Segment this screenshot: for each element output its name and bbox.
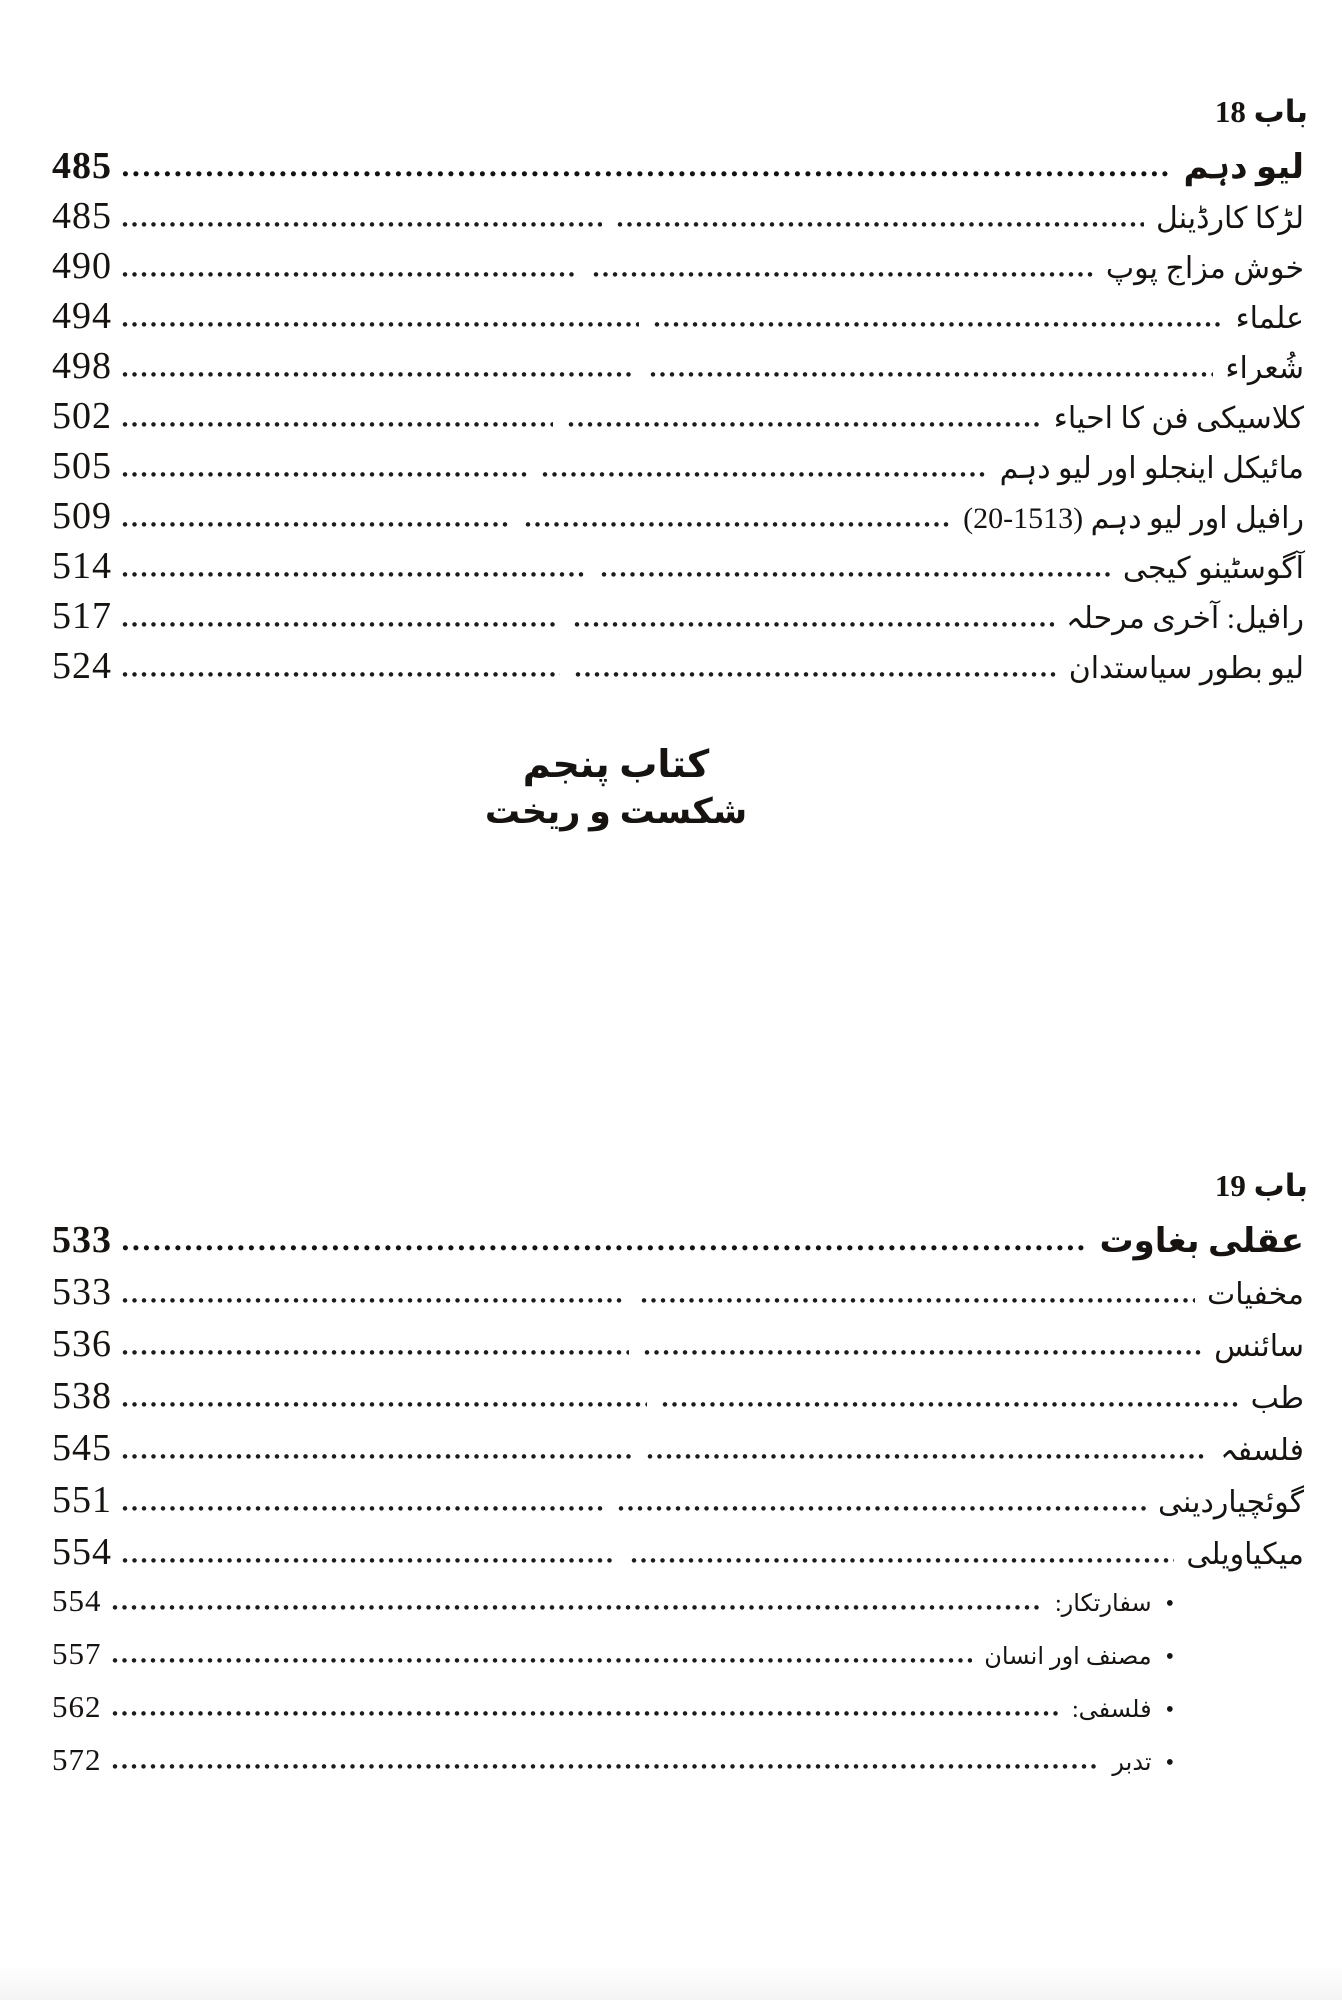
book-divider-title: کتاب پنجم (522, 744, 710, 787)
toc-entry-title: لڑکا کارڈینل (1155, 202, 1304, 236)
dotted-leader (617, 221, 1144, 228)
toc-entry-row (0, 538, 1342, 588)
book-divider (0, 742, 1287, 833)
chapter-18-heading: باب 18 (1214, 94, 1308, 129)
toc-entry-row (0, 1212, 1342, 1264)
dotted-leader (122, 1505, 603, 1512)
toc-entry-title: تدبر (1112, 1749, 1152, 1776)
toc-entry-page-number: 485 (52, 195, 112, 238)
dotted-leader (618, 1505, 1147, 1512)
toc-entry-title: شُعراء (1225, 352, 1304, 386)
toc-entry-title: لیو دہم (1183, 149, 1304, 187)
toc-entry-title: مخفیات (1206, 1277, 1304, 1311)
toc-entry-page-number: 572 (52, 1741, 102, 1777)
dotted-leader (122, 170, 1172, 178)
toc-entry-page-number: 536 (52, 1322, 112, 1365)
toc-entry-page-number: 490 (52, 245, 112, 288)
toc-entry-title: مصنف اور انسان (984, 1643, 1152, 1670)
dotted-leader (641, 1297, 1195, 1304)
toc-entry-row (0, 1524, 1342, 1576)
toc-entry-page-number: 554 (52, 1582, 102, 1618)
toc-entry-title: آگوسٹینو کیجی (1122, 552, 1304, 586)
toc-entry-title: سفارتکار: (1054, 1590, 1152, 1617)
toc-entry-row (0, 138, 1342, 188)
dotted-leader (662, 1401, 1239, 1408)
toc-entry-title: مائیکل اینجلو اور لیو دہم (999, 452, 1304, 486)
dotted-leader (122, 1297, 626, 1304)
dotted-leader (601, 571, 1111, 578)
toc-entry-page-number: 505 (52, 445, 112, 488)
dotted-leader (122, 1244, 1088, 1252)
dotted-leader (122, 371, 635, 378)
dotted-leader (122, 671, 560, 678)
dotted-leader (122, 1349, 629, 1356)
toc-entry-row (0, 1472, 1342, 1524)
dotted-leader (568, 421, 1042, 428)
dotted-leader (593, 271, 1094, 278)
dotted-leader (122, 1557, 616, 1564)
toc-entry-title: فلسفہ (1220, 1433, 1304, 1467)
dotted-leader (122, 271, 578, 278)
toc-entry-title: لیو بطور سیاستدان (1068, 652, 1304, 686)
toc-entry-row (0, 338, 1342, 388)
book-divider-subtitle: شکست و ریخت (484, 791, 748, 831)
dotted-leader (122, 321, 639, 328)
toc-entry-title: طب (1250, 1381, 1304, 1415)
toc-entry-row (0, 438, 1342, 488)
bullet-icon: • (1165, 1749, 1174, 1776)
toc-entry-row (0, 238, 1342, 288)
dotted-leader (122, 571, 586, 578)
dotted-leader (122, 1401, 647, 1408)
toc-entry-page-number: 545 (52, 1426, 112, 1469)
chapter-18-section (0, 92, 1342, 688)
toc-entry-page-number: 533 (52, 1218, 112, 1261)
toc-entry-title: کلاسیکی فن کا احیاء (1053, 402, 1304, 436)
toc-entry-row (0, 1368, 1342, 1420)
toc-entry-page-number: 498 (52, 345, 112, 388)
toc-entry-title: عقلی بغاوت (1099, 1222, 1304, 1260)
toc-entry-row (0, 1682, 1342, 1735)
bullet-icon: • (1165, 1696, 1174, 1723)
toc-entry-row (0, 588, 1342, 638)
dotted-leader (525, 521, 951, 528)
dotted-leader (647, 1453, 1208, 1460)
toc-entry-page-number: 524 (52, 645, 112, 688)
toc-entry-row (0, 488, 1342, 538)
toc-entry-title: خوش مزاج پوپ (1105, 252, 1304, 286)
toc-entry-page-number: 533 (52, 1270, 112, 1313)
chapter-18-entries (0, 138, 1342, 688)
dotted-leader (112, 1657, 973, 1664)
dotted-leader (575, 671, 1057, 678)
toc-entry-page-number: 517 (52, 595, 112, 638)
dotted-leader (654, 321, 1223, 328)
dotted-leader (650, 371, 1214, 378)
toc-entry-row (0, 1420, 1342, 1472)
dotted-leader (631, 1557, 1174, 1564)
chapter-19-heading: باب 19 (1214, 1167, 1308, 1203)
dotted-leader (122, 521, 510, 528)
toc-entry-page-number: 562 (52, 1688, 102, 1724)
toc-entry-row (0, 1576, 1342, 1629)
toc-entry-row (0, 288, 1342, 338)
toc-entry-title: میکیاویلی (1186, 1537, 1304, 1571)
dotted-leader (112, 1763, 1101, 1770)
dotted-leader (122, 1453, 632, 1460)
toc-entry-row (0, 1629, 1342, 1682)
dotted-leader (574, 621, 1054, 628)
toc-entry-title: رافیل اور لیو دہم (1513-20) (963, 502, 1304, 536)
toc-entry-page-number: 502 (52, 395, 112, 438)
toc-entry-page-number: 485 (52, 145, 112, 188)
dotted-leader (122, 471, 527, 478)
dotted-leader (644, 1349, 1202, 1356)
toc-entry-row (0, 1316, 1342, 1368)
toc-entry-row (0, 188, 1342, 238)
toc-entry-row (0, 1264, 1342, 1316)
toc-entry-title: علماء (1235, 302, 1304, 336)
dotted-leader (542, 471, 988, 478)
toc-entry-page-number: 554 (52, 1530, 112, 1573)
dotted-leader (122, 221, 602, 228)
dotted-leader (122, 421, 553, 428)
bullet-icon: • (1165, 1590, 1174, 1617)
toc-entry-page-number: 538 (52, 1374, 112, 1417)
bullet-icon: • (1165, 1643, 1174, 1670)
toc-entry-page-number: 514 (52, 545, 112, 588)
chapter-19-section (0, 1166, 1342, 1788)
toc-entry-title: رافیل: آخری مرحلہ (1066, 602, 1304, 636)
toc-entry-title: گوئچیاردینی (1158, 1485, 1304, 1519)
toc-entry-page-number: 551 (52, 1478, 112, 1521)
toc-entry-page-number: 557 (52, 1635, 102, 1671)
toc-entry-page-number: 494 (52, 295, 112, 338)
toc-entry-row (0, 388, 1342, 438)
toc-entry-row (0, 1735, 1342, 1788)
dotted-leader (112, 1604, 1043, 1611)
toc-entry-title: سائنس (1214, 1329, 1304, 1363)
toc-entry-title: فلسفی: (1071, 1696, 1152, 1723)
toc-entry-page-number: 509 (52, 495, 112, 538)
chapter-19-entries (0, 1212, 1342, 1788)
dotted-leader (122, 621, 559, 628)
dotted-leader (112, 1710, 1060, 1717)
toc-entry-row (0, 638, 1342, 688)
